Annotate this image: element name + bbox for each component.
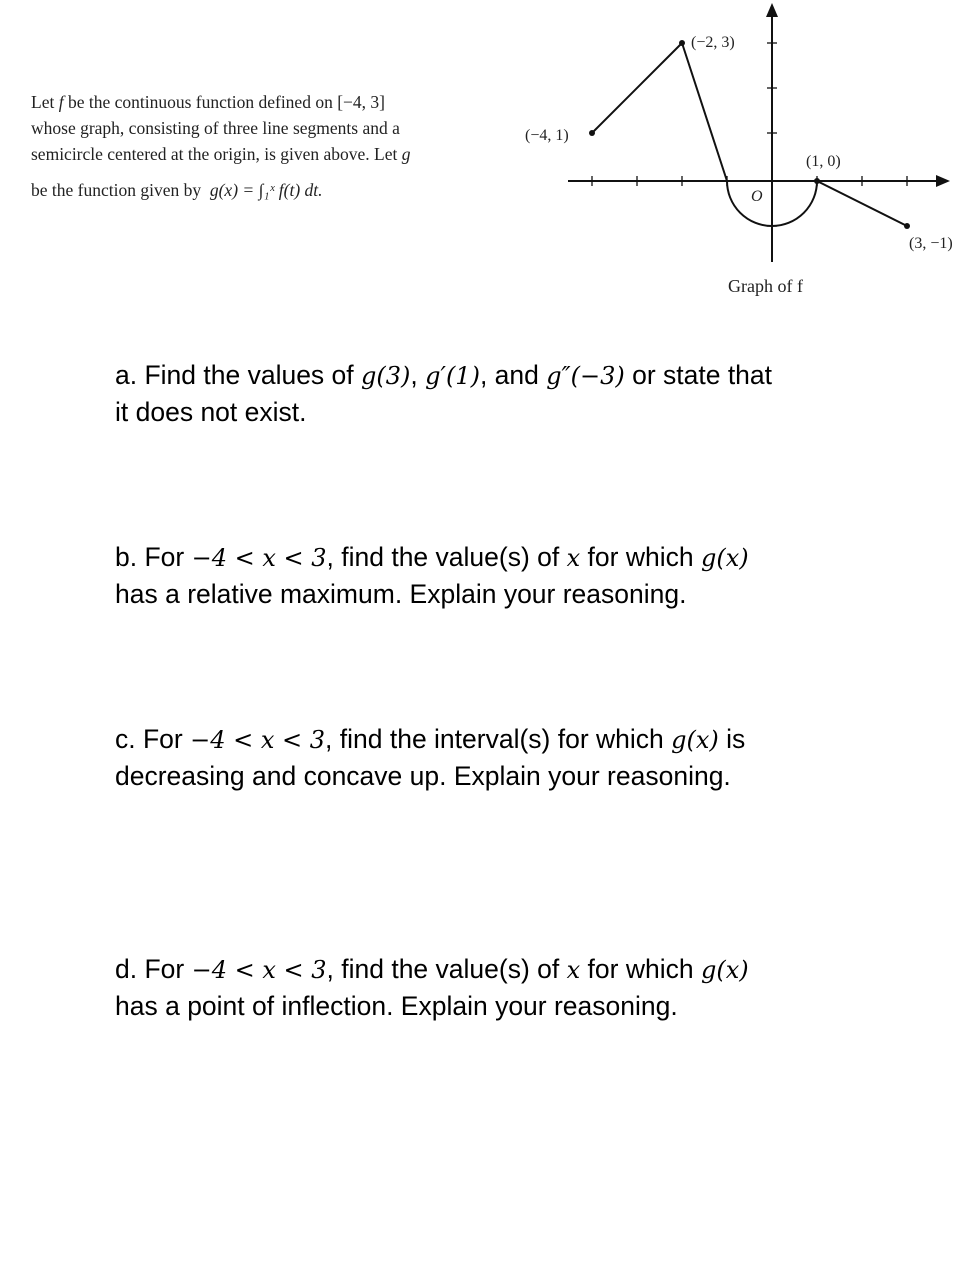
graph-caption: Graph of f <box>728 276 803 296</box>
point-dot <box>589 130 595 136</box>
question-a: a. Find the values of g(3), g′(1), and g″(−3) or state that it does not exist. <box>115 360 773 427</box>
segment-middle <box>682 43 727 181</box>
point-dot <box>814 178 820 184</box>
intro-line-3: semicircle centered at the origin, is given above. Let g <box>31 144 411 164</box>
point-label: (−2, 3) <box>691 34 735 51</box>
point-dot <box>679 40 685 46</box>
intro-line-1: Let f be the continuous function defined on [−4, 3] <box>31 92 385 112</box>
x-axis-arrow-icon <box>936 175 950 187</box>
segment-left <box>592 43 682 133</box>
origin-label: O <box>751 188 763 205</box>
point-label: (3, −1) <box>909 235 953 252</box>
point-label: (1, 0) <box>806 153 841 170</box>
point-label: (−4, 1) <box>525 127 569 144</box>
question-d: d. For −4 < x < 3, find the value(s) of x for which g(x) has a point of inflection. Explain your reasoning. <box>115 954 749 1021</box>
graph-of-f <box>0 0 979 320</box>
intro-line-4: be the function given by g(x) = ∫₁ˣ f(t) dt. <box>31 180 323 200</box>
segment-right <box>817 181 907 226</box>
question-c: c. For −4 < x < 3, find the interval(s) for which g(x) is decreasing and concave up. Explain your reasoning. <box>115 724 746 791</box>
g-definition-formula: g(x) = ∫₁ˣ f(t) dt. <box>209 180 323 200</box>
y-axis-arrow-icon <box>766 3 778 17</box>
point-dot <box>904 223 910 229</box>
intro-line-2: whose graph, consisting of three line segments and a <box>31 118 400 138</box>
question-b: b. For −4 < x < 3, find the value(s) of x for which g(x) has a relative maximum. Explain your reasoning. <box>115 542 749 609</box>
